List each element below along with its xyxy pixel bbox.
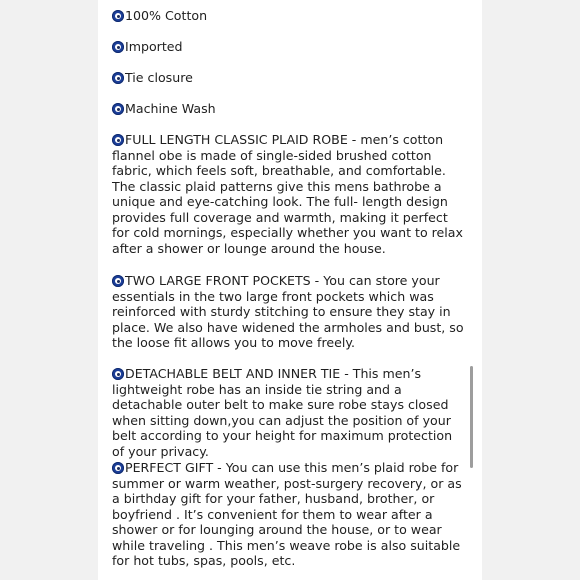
evil-eye-bullet-icon <box>112 462 124 474</box>
feature-item-front-pockets <box>112 273 468 351</box>
feature-item-imported <box>112 39 468 55</box>
feature-text: FULL LENGTH CLASSIC PLAID ROBE - men’s cotton flannel obe is made of single-sided brushed cotton fabric, which feels soft, breathable, and comfortable. The classic plaid patterns give this mens bathrobe a unique and eye-catching look. The full- length design provides full coverage and warmth, making it perfect for cold mornings, especially whether you want to relax after a shower or lounge around the house. <box>112 132 463 256</box>
feature-item-cotton <box>112 8 468 24</box>
evil-eye-bullet-icon <box>112 368 124 380</box>
feature-item-belt-inner-tie <box>112 366 468 459</box>
feature-text: Imported <box>125 39 183 54</box>
feature-text: Tie closure <box>125 70 193 85</box>
feature-item-perfect-gift <box>112 460 468 569</box>
evil-eye-bullet-icon <box>112 41 124 53</box>
evil-eye-bullet-icon <box>112 103 124 115</box>
feature-text: DETACHABLE BELT AND INNER TIE - This men’s lightweight robe has an inside tie string and a detachable outer belt to make sure robe stays closed when sitting down,you can adjust the position of your belt according to your height for maximum protection of your privacy. <box>112 366 453 459</box>
evil-eye-bullet-icon <box>112 134 124 146</box>
feature-text: PERFECT GIFT - You can use this men’s plaid robe for summer or warm weather, post-surgery recovery, or as a birthday gift for your father, husband, brother, or boyfriend . It’s convenient for them to wear after a shower or for lounging around the house, or to wear while traveling . This men’s weave robe is also suitable for hot tubs, spas, pools, etc. <box>112 460 462 568</box>
feature-text: 100% Cotton <box>125 8 208 23</box>
evil-eye-bullet-icon <box>112 275 124 287</box>
evil-eye-bullet-icon <box>112 72 124 84</box>
vertical-scrollbar[interactable] <box>470 366 473 468</box>
feature-text: TWO LARGE FRONT POCKETS - You can store your essentials in the two large front pockets which was reinforced with sturdy stitching to ensure they stay in place. We also have widened the armholes and bust, so the loose fit allows you to move freely. <box>112 273 464 350</box>
product-description-panel <box>98 0 482 580</box>
feature-item-machine-wash <box>112 101 468 117</box>
feature-text: Machine Wash <box>125 101 216 116</box>
feature-item-full-length <box>112 132 468 256</box>
evil-eye-bullet-icon <box>112 10 124 22</box>
feature-item-tie-closure <box>112 70 468 86</box>
